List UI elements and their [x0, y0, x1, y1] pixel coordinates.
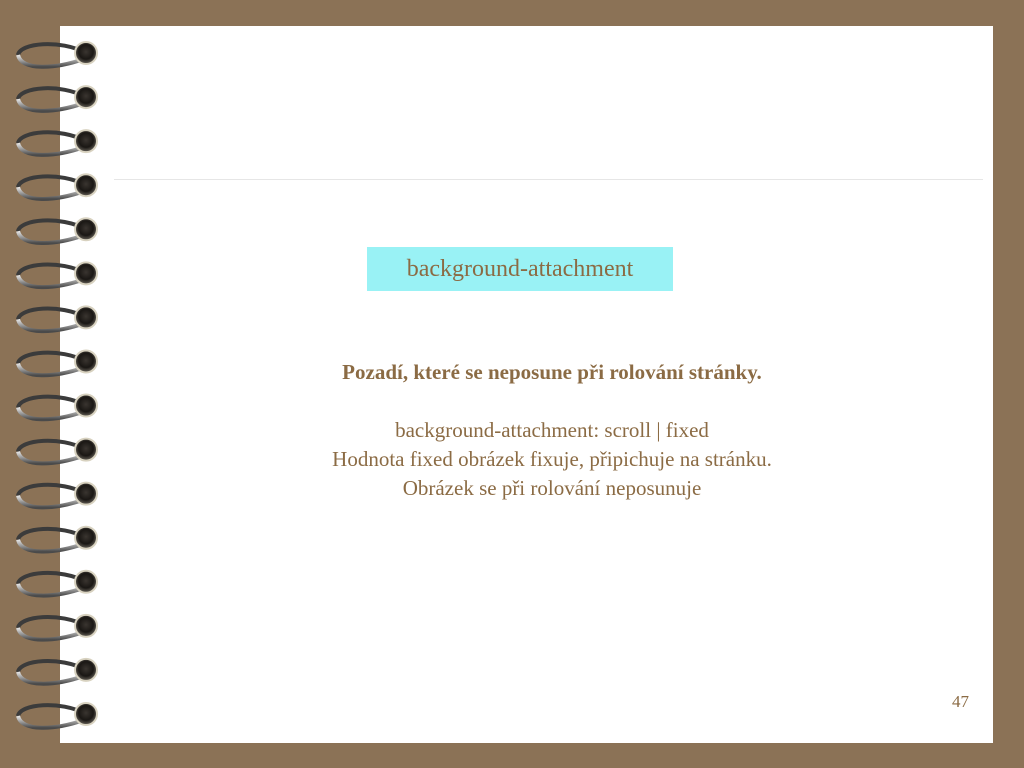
spiral-ring: [18, 350, 97, 375]
spiral-ring: [18, 174, 97, 199]
spiral-ring: [18, 130, 97, 155]
spiral-ring: [18, 395, 97, 420]
slide-body: [60, 358, 1024, 503]
notebook-page: [60, 26, 993, 743]
page-number: 47: [952, 692, 969, 711]
spiral-ring: [18, 262, 97, 287]
spiral-ring: [18, 86, 97, 111]
slide-title: background-attachment: [367, 247, 673, 291]
spiral-ring: [18, 42, 97, 67]
spiral-ring: [18, 439, 97, 464]
spiral-ring: [18, 306, 97, 331]
body-line-description: Hodnota fixed obrázek fixuje, připichuje na stránku.: [332, 447, 772, 471]
spiral-ring: [18, 615, 97, 640]
spiral-ring: [18, 218, 97, 243]
spiral-ring: [18, 659, 97, 684]
body-line-syntax: background-attachment: scroll | fixed: [395, 418, 709, 442]
body-heading: Pozadí, které se neposune při rolování stránky.: [342, 360, 762, 384]
spiral-ring: [18, 703, 97, 728]
spiral-ring: [18, 527, 97, 552]
spiral-ring: [18, 571, 97, 596]
body-line-note: Obrázek se při rolování neposunuje: [402, 476, 702, 500]
spiral-ring: [18, 483, 97, 508]
header-divider: [114, 179, 983, 180]
spiral-binding-icon: [0, 0, 110, 768]
